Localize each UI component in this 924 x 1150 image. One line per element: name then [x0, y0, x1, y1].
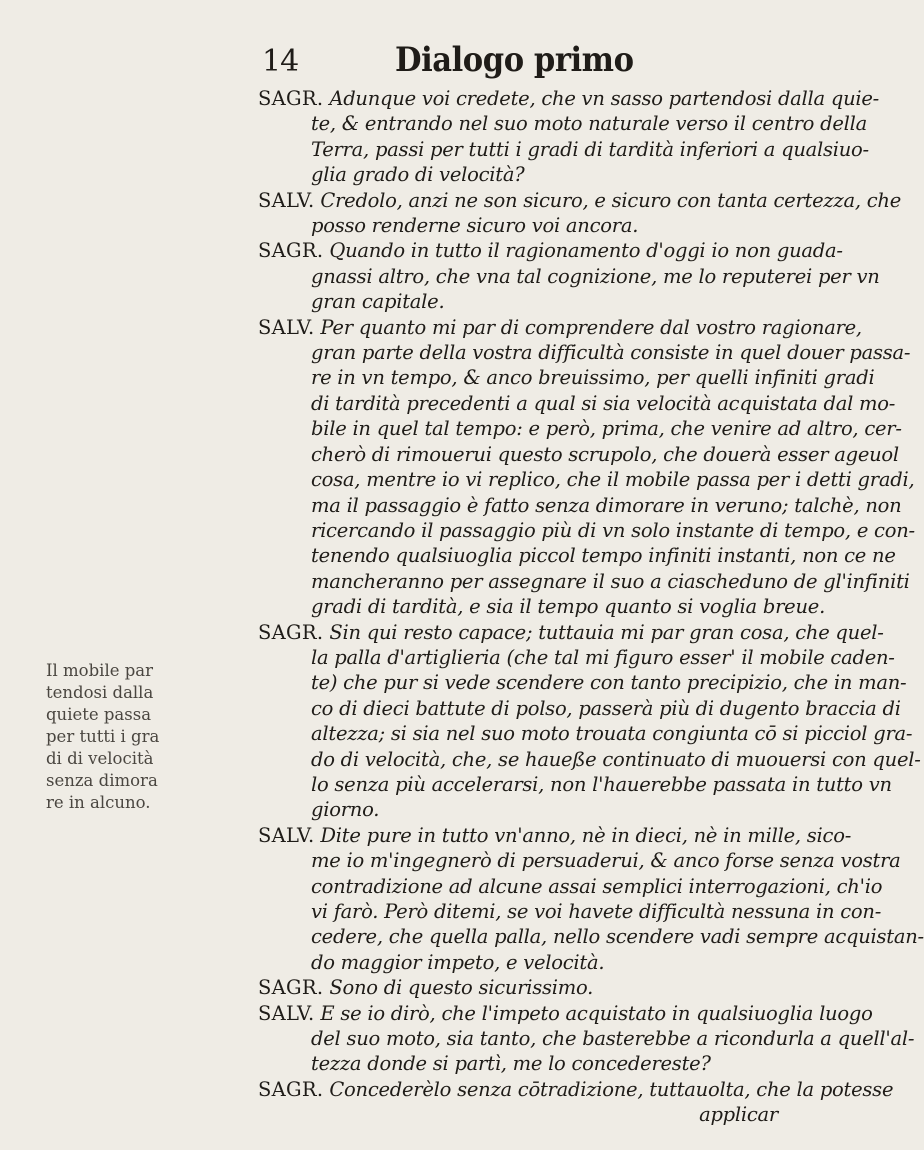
text-line — [258, 645, 895, 670]
text-line — [258, 1077, 894, 1102]
speaker-name: SAGR. — [258, 976, 324, 1000]
text-line — [258, 213, 788, 238]
line-text: posso renderne sicuro voi ancora. — [311, 214, 639, 238]
text-line — [258, 111, 867, 136]
speech — [258, 1001, 915, 1077]
line-text: co di dieci battute di polso, passerà più di dugento braccia di — [311, 696, 901, 720]
speech — [258, 1077, 894, 1102]
margin-note-line: quiete passa — [46, 705, 152, 724]
text-line — [258, 416, 902, 441]
text-line — [258, 238, 843, 263]
line-text: contradizione ad alcune assai semplici interrogazioni, ch'io — [311, 874, 883, 898]
margin-note-line: Il mobile par — [46, 661, 154, 680]
text-line — [258, 264, 880, 289]
line-text: cedere, che quella palla, nello scendere vadi sempre acquistan- — [311, 925, 924, 949]
line-text: lo senza più accelerarsi, non l'hauerebbe passata in tutto vn — [311, 772, 892, 796]
margin-note-line: re in alcuno. — [46, 793, 151, 812]
text-line — [258, 569, 910, 594]
margin-note-line: senza dimora — [46, 771, 158, 790]
speaker-name: SALV. — [258, 1001, 315, 1025]
text-line — [258, 289, 788, 314]
text-line — [258, 86, 880, 111]
speaker-name: SALV. — [258, 823, 315, 847]
page-number: 14 — [262, 44, 299, 79]
speech — [258, 315, 915, 620]
line-text: glia grado di velocità? — [311, 163, 525, 187]
line-text: Sin qui resto capace; tuttauia mi par gran cosa, che quel- — [329, 620, 884, 644]
text-line — [258, 950, 788, 975]
line-text: gradi di tardità, e sia il tempo quanto si voglia breue. — [311, 595, 826, 619]
text-line — [258, 721, 913, 746]
text-line — [258, 670, 907, 695]
line-text: me io m'ingegnerò di persuaderui, & anco forse senza vostra — [311, 849, 901, 873]
line-text: gran parte della vostra difficultà consiste in quel douer passa- — [311, 341, 911, 365]
text-line — [258, 620, 884, 645]
line-text: Credolo, anzi ne son sicuro, e sicuro con tanta certezza, che — [320, 188, 901, 212]
running-title: Dialogo primo — [395, 40, 634, 80]
text-line — [258, 340, 911, 365]
text-line — [258, 315, 862, 340]
speaker-name: SAGR. — [258, 620, 324, 644]
speaker-name: SAGR. — [258, 239, 324, 263]
text-line — [258, 594, 826, 619]
text-line — [258, 391, 896, 416]
speaker-name: SAGR. — [258, 87, 324, 110]
text-line — [258, 1001, 873, 1026]
line-text: altezza; si sia nel suo moto trouata congiunta cō si picciol gra- — [311, 722, 913, 746]
line-text: Adunque voi credete, che vn sasso partendosi dalla quie- — [329, 87, 880, 110]
text-line — [258, 1026, 915, 1051]
text-line — [258, 493, 902, 518]
line-text: ma il passaggio è fatto senza dimorare in veruno; talchè, non — [311, 493, 902, 517]
margin-note — [46, 660, 160, 814]
line-text: Dite pure in tutto vn'anno, nè in dieci, nè in mille, sico- — [320, 823, 852, 847]
speech — [258, 975, 788, 1000]
line-text: ricercando il passaggio più di vn solo instante di tempo, e con- — [311, 518, 915, 542]
text-line — [258, 848, 901, 873]
line-text: do di velocità, che, se haueße continuato di muouersi con quel- — [311, 747, 921, 771]
text-line — [258, 696, 901, 721]
text-line — [258, 1051, 788, 1076]
text-line — [258, 137, 869, 162]
dialogue-text — [258, 86, 924, 1128]
line-text: Concederèlo senza cōtradizione, tuttauolta, che la potesse — [329, 1077, 894, 1101]
text-line — [258, 797, 788, 822]
line-text: del suo moto, sia tanto, che basterebbe a ricondurla a quell'al- — [311, 1027, 915, 1051]
text-line — [258, 772, 892, 797]
line-text: vi farò. Però ditemi, se voi havete difficultà nessuna in con- — [311, 900, 882, 923]
line-text: di tardità precedenti a qual si sia velocità acquistata dal mo- — [311, 391, 896, 415]
line-text: cosa, mentre io vi replico, che il mobile passa per i detti gradi, — [311, 468, 915, 492]
line-text: Quando in tutto il ragionamento d'oggi io non guada- — [329, 239, 843, 263]
text-line — [258, 467, 915, 492]
text-line — [258, 747, 921, 772]
margin-note-line: per tutti i gra — [46, 727, 160, 746]
text-line — [258, 442, 899, 467]
margin-note-line: di di velocità — [46, 749, 154, 768]
text-line — [258, 924, 924, 949]
speech — [258, 823, 924, 975]
line-text: te) che pur si vede scendere con tanto precipizio, che in man- — [311, 671, 907, 695]
line-text: tenendo qualsiuoglia piccol tempo infiniti instanti, non ce ne — [311, 544, 896, 568]
speech — [258, 86, 880, 188]
line-text: la palla d'artiglieria (che tal mi figuro esser' il mobile caden- — [311, 645, 895, 669]
text-line — [258, 975, 788, 1000]
line-text: bile in quel tal tempo: e però, prima, che venire ad altro, cer- — [311, 417, 902, 441]
text-line — [258, 365, 875, 390]
catchword: applicar — [699, 1103, 778, 1127]
text-line — [258, 518, 915, 543]
line-text: gnassi altro, che vna tal cognizione, me lo reputerei per vn — [311, 264, 880, 288]
speech — [258, 620, 921, 823]
text-line — [258, 874, 883, 899]
line-text: Per quanto mi par di comprendere dal vostro ragionare, — [320, 315, 862, 339]
speech — [258, 238, 880, 314]
speaker-name: SALV. — [258, 315, 315, 339]
speech — [258, 188, 901, 239]
line-text: Terra, passi per tutti i gradi di tardità inferiori a qualsiuo- — [311, 137, 869, 161]
text-line — [258, 543, 896, 568]
line-text: do maggior impeto, e velocità. — [311, 950, 605, 974]
text-line — [258, 162, 788, 187]
speaker-name: SALV. — [258, 188, 315, 212]
text-line — [258, 188, 901, 213]
line-text: cherò di rimouerui questo scrupolo, che douerà esser ageuol — [311, 442, 899, 466]
text-line — [258, 823, 852, 848]
text-line — [258, 899, 882, 924]
line-text: giorno. — [311, 798, 380, 822]
margin-note-line: tendosi dalla — [46, 683, 154, 702]
line-text: te, & entrando nel suo moto naturale verso il centro della — [311, 112, 867, 136]
line-text: gran capitale. — [311, 290, 445, 314]
speaker-name: SAGR. — [258, 1077, 324, 1101]
line-text: re in vn tempo, & anco breuissimo, per quelli infiniti gradi — [311, 366, 875, 390]
line-text: Sono di questo sicurissimo. — [329, 976, 594, 1000]
line-text: mancheranno per assegnare il suo a ciascheduno de gl'infiniti — [311, 569, 910, 593]
line-text: tezza donde si partì, me lo concedereste? — [311, 1052, 711, 1076]
line-text: E se io dirò, che l'impeto acquistato in qualsiuoglia luogo — [320, 1001, 873, 1025]
